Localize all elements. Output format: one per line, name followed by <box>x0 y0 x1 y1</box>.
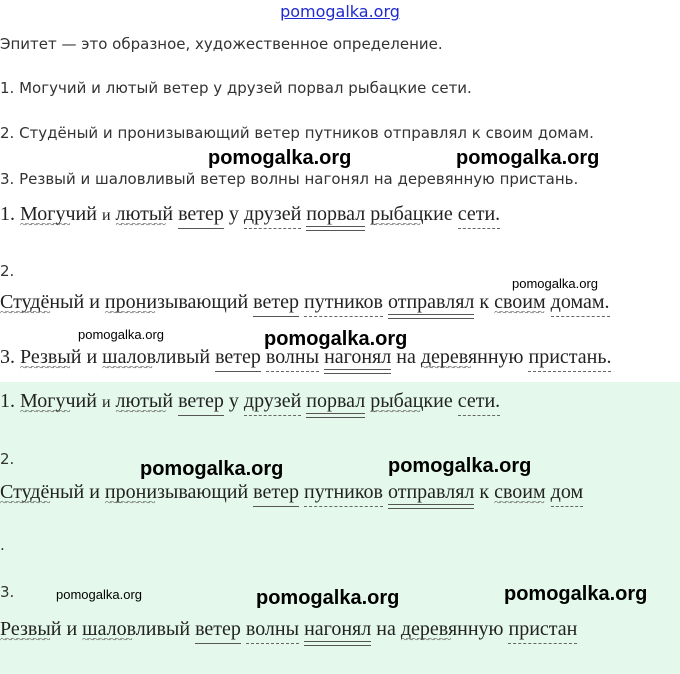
analysis1-num2: 2. <box>0 262 15 280</box>
predicate-word: порвал <box>306 203 366 225</box>
predicate-word: отправлял <box>388 481 475 503</box>
predicate-word: нагонял <box>304 618 372 640</box>
analysis2-num3: 3. <box>0 583 15 601</box>
word: Резвый ~~~~~ <box>20 346 81 369</box>
analysis2-line2 <box>0 481 583 504</box>
sentence-1: 1. Могучий и лютый ветер у друзей порвал рыбацкие сети. <box>0 79 472 97</box>
site-header-link[interactable]: pomogalka.org <box>280 2 400 21</box>
watermark: pomogalka.org <box>264 328 408 350</box>
word: домам. <box>550 291 610 313</box>
word: своим ~~~~~ <box>494 291 546 314</box>
watermark: pomogalka.org <box>256 587 400 609</box>
word: у <box>228 203 239 225</box>
predicate-word: порвал <box>306 390 366 412</box>
word: лютый ~~~~~ <box>116 390 174 413</box>
predicate-word: отправлял <box>388 291 475 313</box>
watermark: pomogalka.org <box>456 147 600 169</box>
subject-word: ветер <box>253 481 299 503</box>
word: и <box>101 207 111 224</box>
word: к <box>479 291 490 313</box>
word: деревянную ~~~~~ <box>401 618 504 641</box>
word: Могучий ~~~~~ <box>20 203 97 226</box>
word: друзей <box>243 203 302 225</box>
word: своим ~~~~~ <box>494 481 546 504</box>
word: и <box>101 394 111 411</box>
watermark: pomogalka.org <box>388 455 532 477</box>
word: друзей <box>243 390 302 412</box>
analysis1-line2 <box>0 291 610 314</box>
subject-word: ветер <box>215 346 261 368</box>
subject-word: ветер <box>178 390 224 412</box>
word: Студёный ~~~~~ <box>0 481 84 504</box>
word: шаловливый ~~~~~ <box>82 618 190 641</box>
word: и <box>89 481 100 503</box>
analysis2-line1 <box>0 390 500 413</box>
word: дом <box>550 481 584 503</box>
num: 1. <box>0 390 15 412</box>
word: пронизывающий ~~~~~ <box>105 481 248 504</box>
analysis2-num2: 2. <box>0 450 15 468</box>
word: к <box>479 481 490 503</box>
watermark: pomogalka.org <box>512 276 598 291</box>
analysis2-dot: . <box>0 536 5 554</box>
word: пронизывающий ~~~~~ <box>105 291 248 314</box>
word: волны <box>265 346 320 368</box>
num: 3. <box>0 346 15 368</box>
word: деревянную ~~~~~ <box>421 346 524 369</box>
analysis2-line3 <box>0 618 577 641</box>
sentence-3: 3. Резвый и шаловливый ветер волны нагонял на деревянную пристань. <box>0 170 579 188</box>
word: шаловливый ~~~~~ <box>102 346 210 369</box>
watermark: pomogalka.org <box>56 587 142 602</box>
subject-word: ветер <box>178 203 224 225</box>
subject-word: ветер <box>253 291 299 313</box>
definition-text: Эпитет — это образное, художественное определение. <box>0 35 443 53</box>
word: пристан <box>508 618 578 640</box>
watermark: pomogalka.org <box>208 147 352 169</box>
predicate-word: нагонял <box>324 346 392 368</box>
subject-word: ветер <box>195 618 241 640</box>
num: 1. <box>0 203 15 225</box>
word: и <box>66 618 78 640</box>
word: и <box>86 346 98 368</box>
sentence-2: 2. Студёный и пронизывающий ветер путников отправлял к своим домам. <box>0 124 594 142</box>
watermark: pomogalka.org <box>504 583 648 605</box>
word: Могучий ~~~~~ <box>20 390 97 413</box>
word: рыбацкие ~~~~~ <box>370 203 453 226</box>
word: путников <box>304 291 383 313</box>
word: у <box>228 390 239 412</box>
watermark: pomogalka.org <box>78 327 164 342</box>
word: волны <box>245 618 300 640</box>
word: Студёный ~~~~~ <box>0 291 84 314</box>
watermark: pomogalka.org <box>140 458 284 480</box>
word: на <box>396 346 416 368</box>
word: Резвый ~~~~~ <box>0 618 61 641</box>
word: и <box>89 291 100 313</box>
word: пристань. <box>528 346 612 368</box>
analysis1-line1 <box>0 203 500 226</box>
word: сети. <box>457 203 501 225</box>
word: сети. <box>457 390 501 412</box>
word: путников <box>304 481 383 503</box>
word: рыбацкие ~~~~~ <box>370 390 453 413</box>
word: лютый ~~~~~ <box>116 203 174 226</box>
word: на <box>376 618 396 640</box>
